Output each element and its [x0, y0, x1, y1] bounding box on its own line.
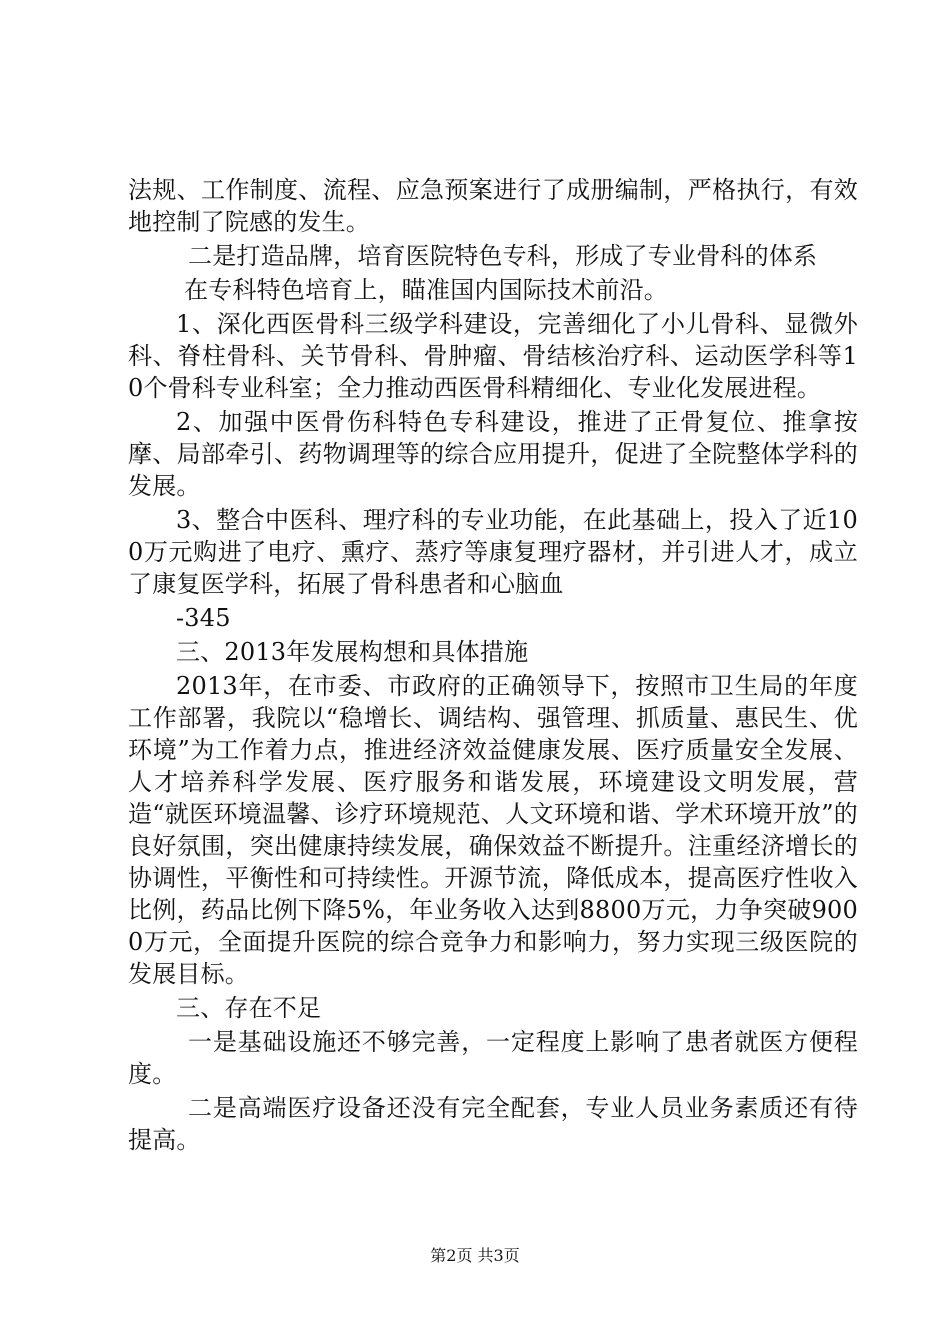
section-heading-shortcomings: 三、存在不足 [176, 994, 322, 1022]
page-number-label: 第2页 共3页 [430, 1246, 520, 1265]
paragraph-2: 二是打造品牌，培育医院特色专科，形成了专业骨科的体系 [188, 242, 818, 270]
paragraph-shortcoming-1: 一是基础设施还不够完善，一定程度上影响了患者就医方便程度。 [128, 1028, 858, 1088]
paragraph-shortcoming-2: 二是高端医疗设备还没有完全配套，专业人员业务素质还有待提高。 [128, 1094, 858, 1154]
page-footer [0, 1246, 950, 1266]
paragraph-1: 法规、工作制度、流程、应急预案进行了成册编制，严格执行，有效地控制了院感的发生。 [128, 176, 858, 236]
paragraph-3: 在专科特色培育上，瞄准国内国际技术前沿。 [184, 276, 668, 304]
page-fragment-number: -345 [176, 604, 231, 632]
paragraph-plans-body: 2013年，在市委、市政府的正确领导下，按照市卫生局的年度工作部署，我院以“稳增长、调结构、强管理、抓质量、惠民生、优环境”为工作着力点，推进经济效益健康发展、医疗质量安全发展、人才培养科学发展、医疗服务和谐发展，环境建设文明发展，营造“就医环境温馨、诊疗环境规范、人文环境和谐、学术环境开放”的良好氛围，突出健康持续发展，确保效益不断提升。注重经济增长的协调性，平衡性和可持续性。开源节流，降低成本，提高医疗性收入比例，药品比例下降5%，年业务收入达到8800万元，力争突破9000万元，全面提升医院的综合竞争力和影响力，努力实现三级医院的发展目标。 [128, 672, 858, 988]
section-heading-plans: 三、2013年发展构想和具体措施 [176, 638, 529, 666]
paragraph-4: 1、深化西医骨科三级学科建设，完善细化了小儿骨科、显微外科、脊柱骨科、关节骨科、骨肿瘤、骨结核治疗科、运动医学科等10个骨科专业科室；全力推动西医骨科精细化、专业化发展进程。 [128, 310, 858, 402]
paragraph-5: 2、加强中医骨伤科特色专科建设，推进了正骨复位、推拿按摩、局部牵引、药物调理等的综合应用提升，促进了全院整体学科的发展。 [128, 408, 858, 500]
document-body [128, 174, 858, 1156]
paragraph-6: 3、整合中医科、理疗科的专业功能，在此基础上，投入了近100万元购进了电疗、熏疗、蒸疗等康复理疗器材，并引进人才，成立了康复医学科，拓展了骨科患者和心脑血 [128, 506, 858, 598]
